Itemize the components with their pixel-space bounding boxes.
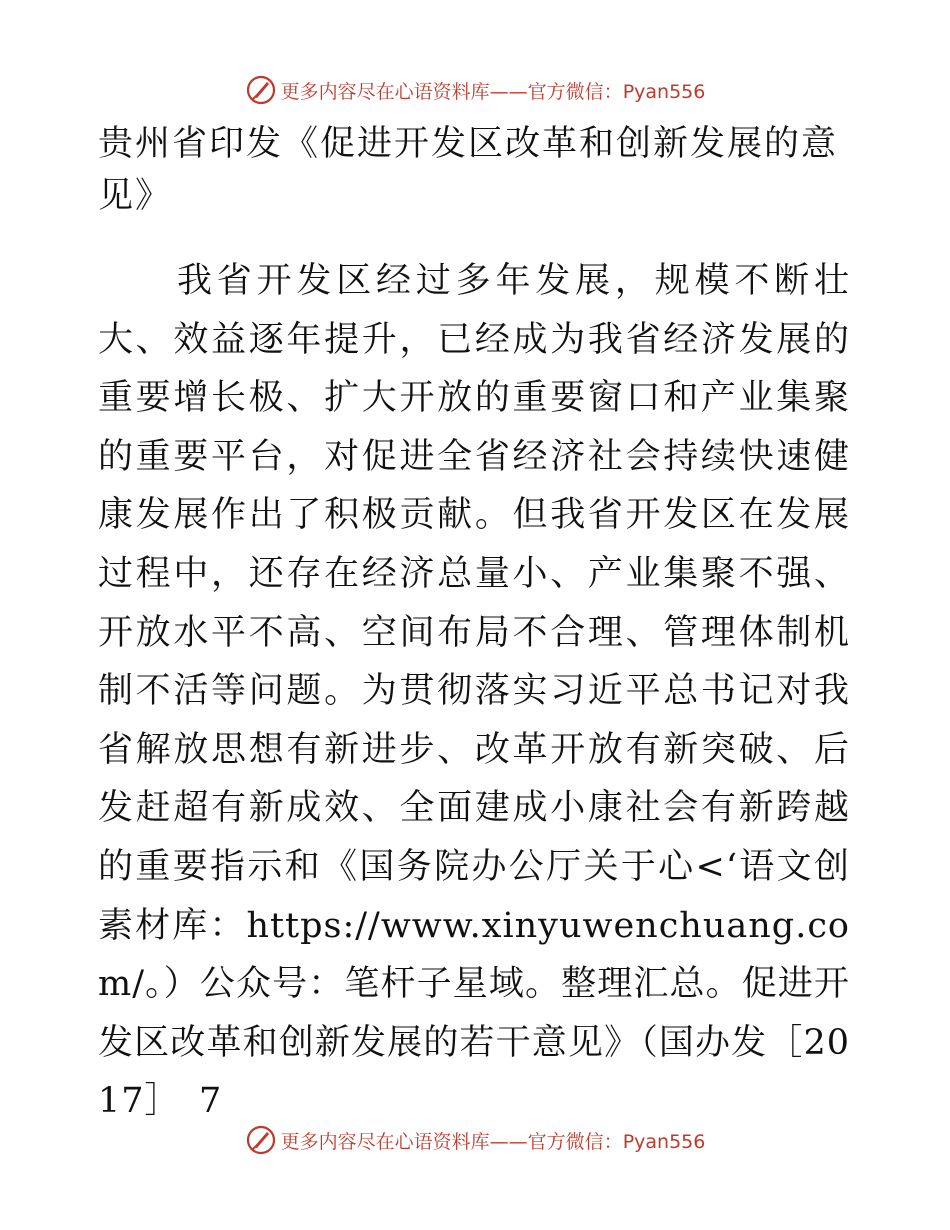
watermark-text bbox=[281, 1127, 706, 1154]
document-body bbox=[98, 252, 850, 1131]
watermark-site-text: 更多内容尽在心语资料库 bbox=[280, 1130, 490, 1153]
quill-logo-icon bbox=[245, 1124, 277, 1156]
watermark-dash: —— bbox=[489, 1130, 528, 1153]
watermark-site-text: 更多内容尽在心语资料库 bbox=[280, 80, 490, 103]
document-title: 贵州省印发《促进开发区改革和创新发展的意见》 bbox=[98, 124, 839, 216]
header-watermark bbox=[0, 70, 950, 110]
watermark-wechat-label: 官方微信： bbox=[527, 80, 623, 103]
watermark-wechat-id: Pyan556 bbox=[622, 1130, 706, 1153]
footer-watermark bbox=[0, 1120, 950, 1160]
watermark-wechat-id: Pyan556 bbox=[622, 80, 706, 103]
watermark-text bbox=[281, 77, 706, 104]
quill-logo-icon bbox=[245, 74, 277, 106]
watermark-wechat-label: 官方微信： bbox=[527, 1130, 623, 1153]
body-paragraph: 我省开发区经过多年发展，规模不断壮大、效益逐年提升，已经成为我省经济发展的重要增长极、扩大开放的重要窗口和产业集聚的重要平台，对促进全省经济社会持续快速健康发展作出了积极贡献。但我省开发区在发展过程中，还存在经济总量小、产业集聚不强、开放水平不高、空间布局不合理、管理体制机制不活等问题。为贯彻落实习近平总书记对我省解放思想有新进步、改革开放有新突破、后发赶超有新成效、全面建成小康社会有新跨越的重要指示和《国务院办公厅关于心<‘语文创素材库：https://www.xinyuwenchuang.com/。）公众号：笔杆子星域。整理汇总。促进开发区改革和创新发展的若干意见》（国办发［2017］ 7 bbox=[98, 261, 850, 1122]
watermark-dash: —— bbox=[489, 80, 528, 103]
